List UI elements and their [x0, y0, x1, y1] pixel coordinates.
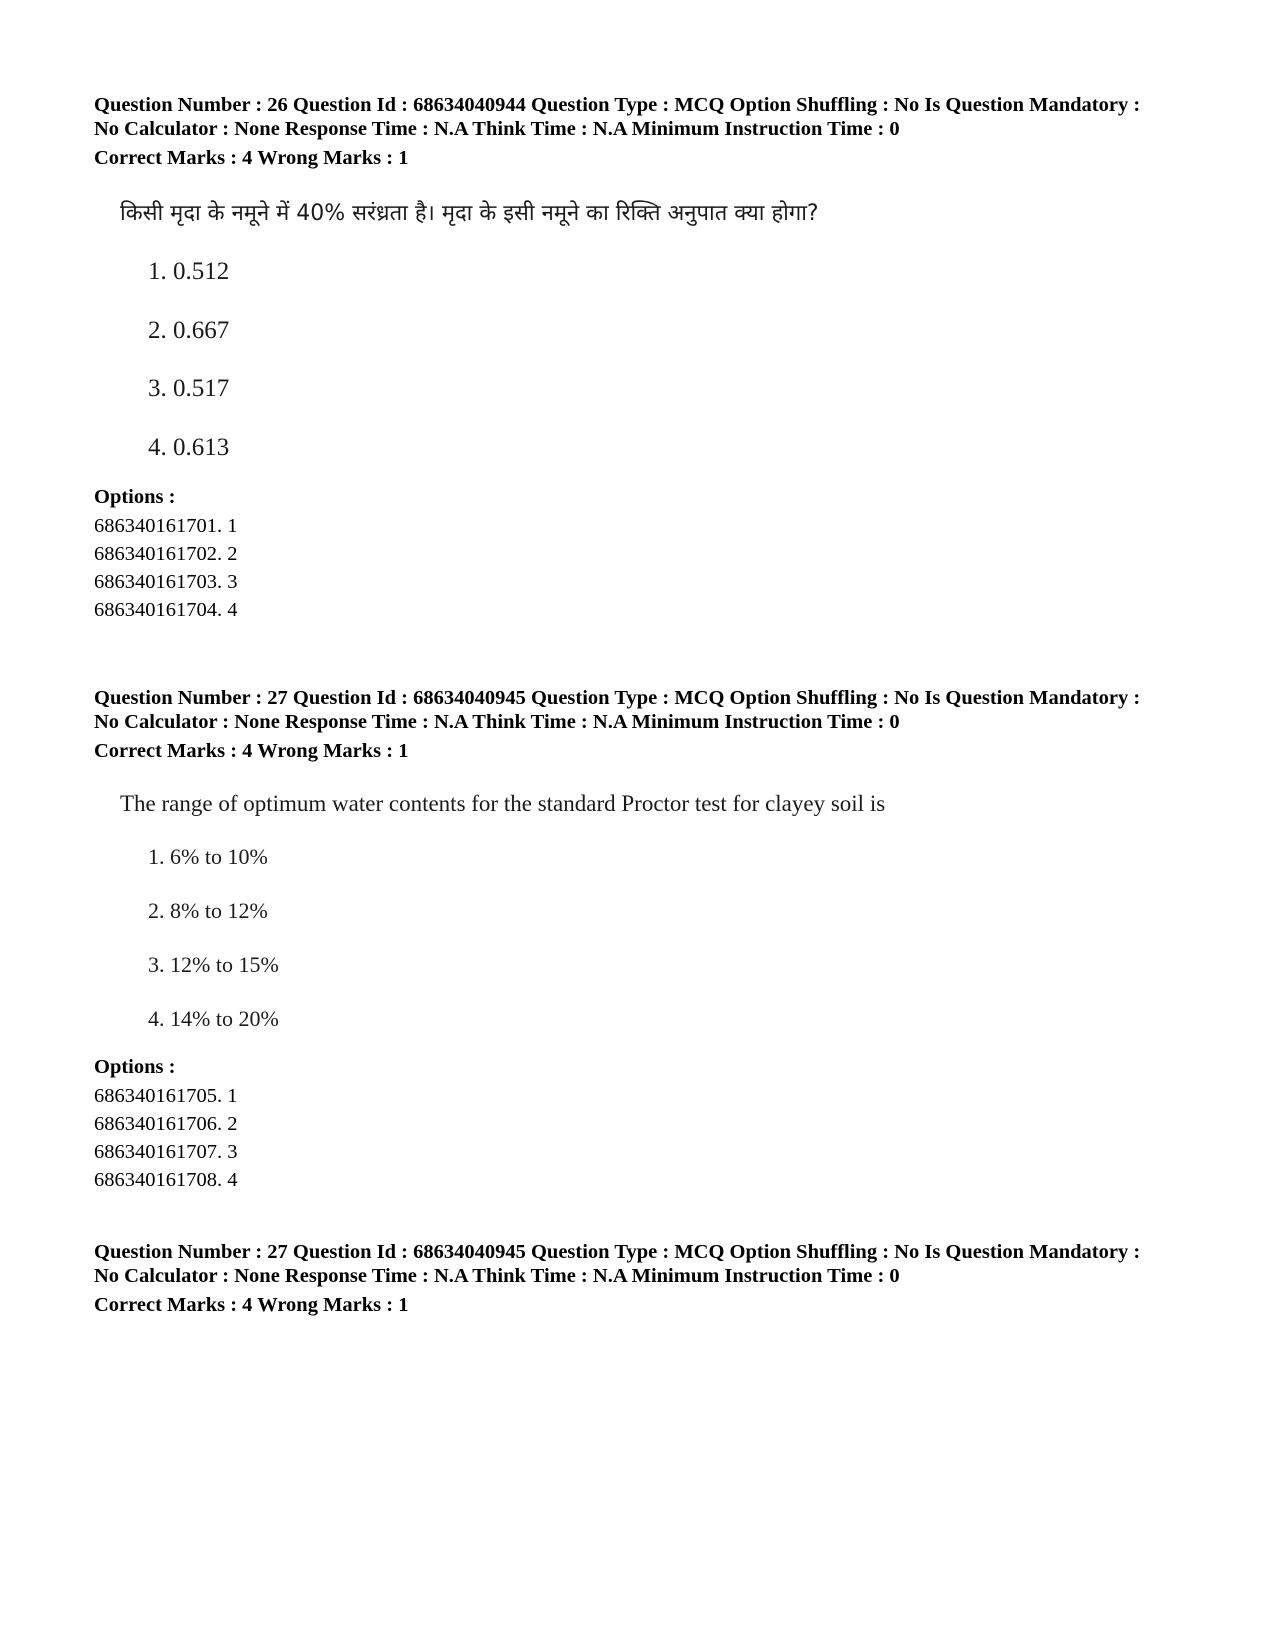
question-meta-line1: Question Number : 27 Question Id : 68634040945 Question Type : MCQ Option Shuffling : No Is Question Mandatory :	[94, 687, 1141, 709]
option-id-line: 686340161704. 4	[94, 599, 238, 621]
choice-2: 2. 8% to 12%	[148, 898, 268, 923]
choice-2: 2. 0.667	[148, 317, 230, 344]
question-stem: The range of optimum water contents for the standard Proctor test for clayey soil is	[120, 791, 886, 816]
question-marks: Correct Marks : 4 Wrong Marks : 1	[94, 740, 409, 762]
option-id-line: 686340161707. 3	[94, 1141, 238, 1163]
question-block-27-repeat	[94, 1240, 1204, 1330]
choice-4: 4. 0.613	[148, 434, 230, 461]
options-label: Options :	[94, 486, 176, 508]
choice-3: 3. 0.517	[148, 375, 230, 402]
option-id-line: 686340161705. 1	[94, 1085, 238, 1107]
question-marks: Correct Marks : 4 Wrong Marks : 1	[94, 1294, 409, 1316]
option-id-line: 686340161701. 1	[94, 515, 238, 537]
options-label: Options :	[94, 1056, 176, 1078]
question-meta-line1: Question Number : 27 Question Id : 68634040945 Question Type : MCQ Option Shuffling : No Is Question Mandatory :	[94, 1241, 1141, 1263]
question-marks: Correct Marks : 4 Wrong Marks : 1	[94, 147, 409, 169]
question-meta-line2: No Calculator : None Response Time : N.A Think Time : N.A Minimum Instruction Time : 0	[94, 1265, 900, 1287]
option-id-line: 686340161703. 3	[94, 571, 238, 593]
choice-1: 1. 0.512	[148, 258, 230, 285]
option-id-line: 686340161708. 4	[94, 1169, 238, 1191]
question-block-27	[94, 686, 1204, 1216]
question-meta-line1: Question Number : 26 Question Id : 68634040944 Question Type : MCQ Option Shuffling : No Is Question Mandatory :	[94, 94, 1141, 116]
choice-3: 3. 12% to 15%	[148, 952, 279, 977]
question-meta-line2: No Calculator : None Response Time : N.A Think Time : N.A Minimum Instruction Time : 0	[94, 711, 900, 733]
choice-4: 4. 14% to 20%	[148, 1006, 279, 1031]
question-block-26	[94, 93, 1204, 653]
question-stem: किसी मृदा के नमूने में 40% सरंध्रता है। मृदा के इसी नमूने का रिक्ति अनुपात क्या होगा?	[120, 201, 819, 226]
choice-1: 1. 6% to 10%	[148, 844, 268, 869]
option-id-line: 686340161702. 2	[94, 543, 238, 565]
question-meta-line2: No Calculator : None Response Time : N.A Think Time : N.A Minimum Instruction Time : 0	[94, 118, 900, 140]
option-id-line: 686340161706. 2	[94, 1113, 238, 1135]
